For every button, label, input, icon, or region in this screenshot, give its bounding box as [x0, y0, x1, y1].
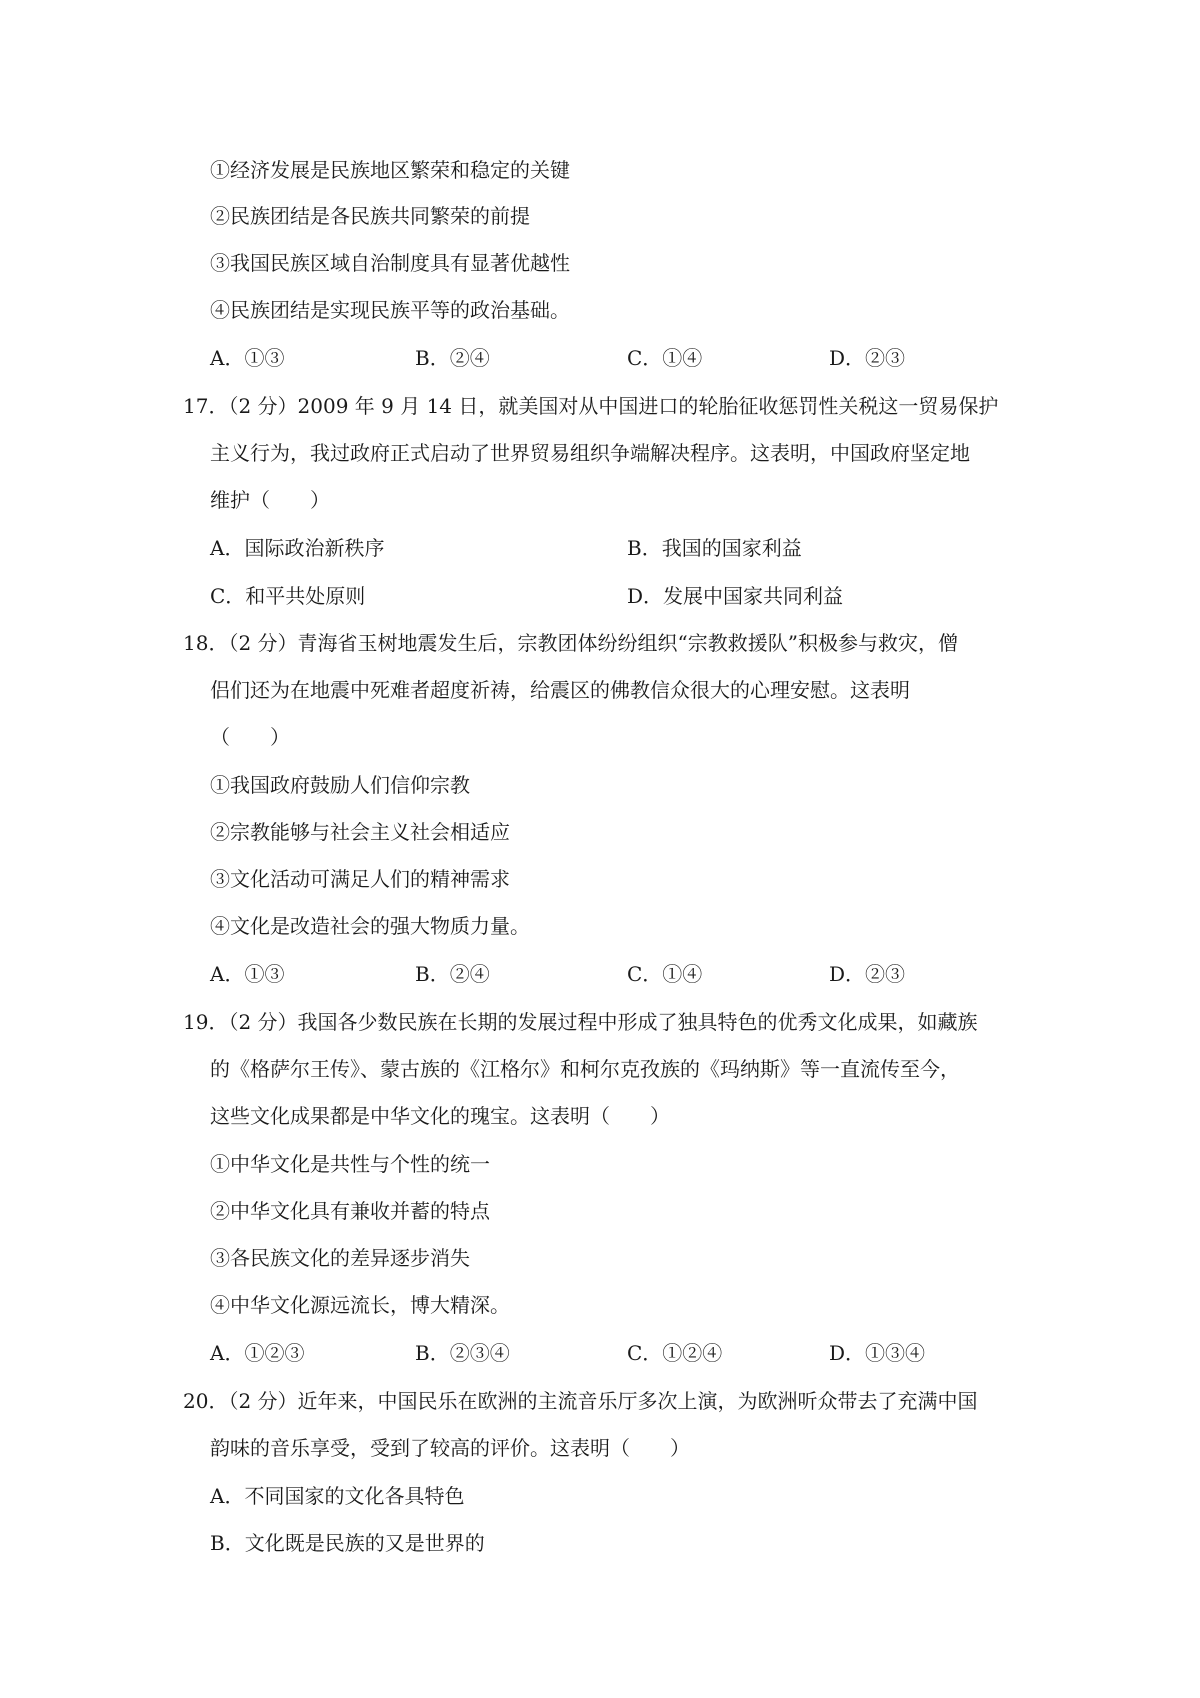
q16-option-d: D．②③	[829, 346, 906, 370]
q18-option-b: B．②④	[415, 962, 490, 986]
q18-stem-line-2: 侣们还为在地震中死难者超度祈祷，给震区的佛教信众很大的心理安慰。这表明	[210, 678, 910, 702]
q19-stem-line-1: 19．（2 分）我国各少数民族在长期的发展过程中形成了独具特色的优秀文化成果，如藏族	[183, 1010, 978, 1034]
q20-option-a: A．不同国家的文化各具特色	[210, 1484, 465, 1508]
q19-option-c: C．①②④	[627, 1341, 723, 1365]
q18-item-1: ①我国政府鼓励人们信仰宗教	[210, 773, 470, 797]
q16-option-c: C．①④	[627, 346, 703, 370]
q17-option-b: B．我国的国家利益	[627, 536, 802, 560]
q18-item-3: ③文化活动可满足人们的精神需求	[210, 867, 510, 891]
q17-option-d: D．发展中国家共同利益	[627, 584, 844, 608]
q19-item-3: ③各民族文化的差异逐步消失	[210, 1246, 470, 1270]
q19-item-4: ④中华文化源远流长，博大精深。	[210, 1293, 510, 1317]
q19-option-d: D．①③④	[829, 1341, 926, 1365]
q16-option-b: B．②④	[415, 346, 490, 370]
q18-item-4: ④文化是改造社会的强大物质力量。	[210, 914, 530, 938]
q17-stem-line-3: 维护（ ）	[210, 488, 330, 512]
q19-stem-line-3: 这些文化成果都是中华文化的瑰宝。这表明（ ）	[210, 1104, 670, 1128]
q19-stem-line-2: 的《格萨尔王传》、蒙古族的《江格尔》和柯尔克孜族的《玛纳斯》等一直流传至今，	[210, 1057, 960, 1081]
q17-stem-line-1: 17．（2 分）2009 年 9 月 14 日，就美国对从中国进口的轮胎征收惩罚性关税这一贸易保护	[183, 394, 999, 418]
q16-item-1: ①经济发展是民族地区繁荣和稳定的关键	[210, 158, 570, 182]
q18-stem-line-1: 18．（2 分）青海省玉树地震发生后，宗教团体纷纷组织“宗教救援队”积极参与救灾，僧	[183, 631, 958, 655]
q20-stem-line-1: 20．（2 分）近年来，中国民乐在欧洲的主流音乐厅多次上演，为欧洲听众带去了充满中国	[183, 1389, 978, 1413]
q18-option-d: D．②③	[829, 962, 906, 986]
q20-option-b: B．文化既是民族的又是世界的	[210, 1531, 485, 1555]
q16-option-a: A．①③	[210, 346, 285, 370]
q18-option-a: A．①③	[210, 962, 285, 986]
q18-option-c: C．①④	[627, 962, 703, 986]
q17-stem-line-2: 主义行为，我过政府正式启动了世界贸易组织争端解决程序。这表明，中国政府坚定地	[210, 441, 970, 465]
q20-stem-line-2: 韵味的音乐享受，受到了较高的评价。这表明（ ）	[210, 1436, 690, 1460]
q16-item-3: ③我国民族区域自治制度具有显著优越性	[210, 251, 570, 275]
q19-option-a: A．①②③	[210, 1341, 305, 1365]
q17-option-c: C．和平共处原则	[210, 584, 366, 608]
q19-item-1: ①中华文化是共性与个性的统一	[210, 1152, 490, 1176]
q17-option-a: A．国际政治新秩序	[210, 536, 385, 560]
q18-item-2: ②宗教能够与社会主义社会相适应	[210, 820, 510, 844]
q19-item-2: ②中华文化具有兼收并蓄的特点	[210, 1199, 490, 1223]
q18-stem-line-3: （ ）	[210, 725, 290, 749]
q16-item-2: ②民族团结是各民族共同繁荣的前提	[210, 204, 530, 228]
q19-option-b: B．②③④	[415, 1341, 510, 1365]
q16-item-4: ④民族团结是实现民族平等的政治基础。	[210, 298, 570, 322]
